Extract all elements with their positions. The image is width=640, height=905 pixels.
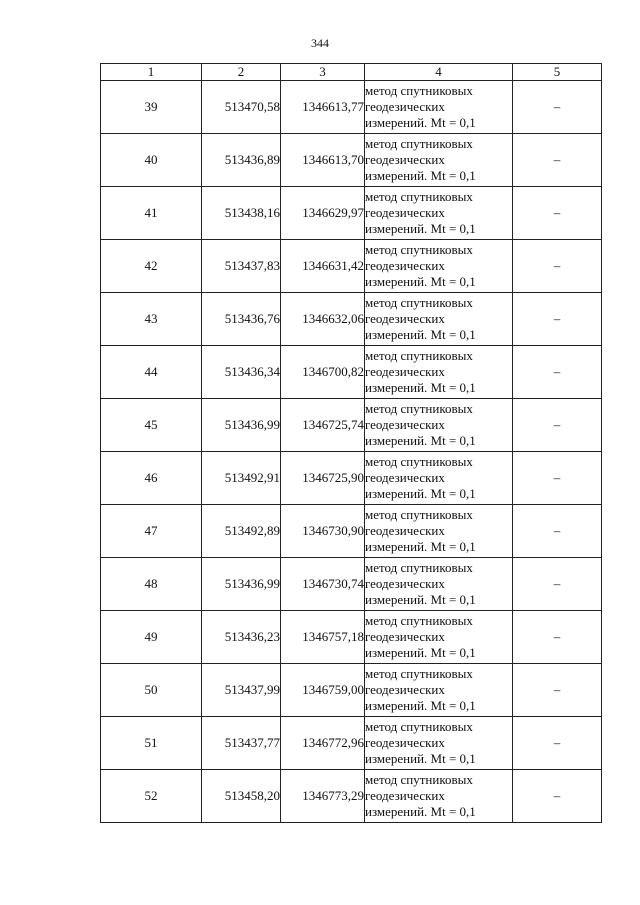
x-coordinate-cell: 513436,76 bbox=[202, 293, 281, 346]
column-header: 5 bbox=[513, 64, 602, 81]
method-cell bbox=[365, 293, 513, 346]
method-text-line: измерений. Mt = 0,1 bbox=[365, 645, 476, 660]
method-text-line: метод спутниковых bbox=[365, 454, 473, 469]
table-row bbox=[101, 81, 602, 134]
method-text-line: геодезических bbox=[365, 364, 445, 379]
table-row bbox=[101, 346, 602, 399]
note-cell: – bbox=[513, 134, 602, 187]
method-text-line: метод спутниковых bbox=[365, 136, 473, 151]
y-coordinate-cell: 1346613,77 bbox=[281, 81, 365, 134]
note-cell: – bbox=[513, 187, 602, 240]
table-row bbox=[101, 611, 602, 664]
table-row bbox=[101, 187, 602, 240]
column-header: 2 bbox=[202, 64, 281, 81]
method-text-line: измерений. Mt = 0,1 bbox=[365, 327, 476, 342]
y-coordinate-cell: 1346725,74 bbox=[281, 399, 365, 452]
y-coordinate-cell: 1346725,90 bbox=[281, 452, 365, 505]
method-text-line: метод спутниковых bbox=[365, 242, 473, 257]
method-cell bbox=[365, 134, 513, 187]
method-text-line: геодезических bbox=[365, 682, 445, 697]
method-text-line: геодезических bbox=[365, 523, 445, 538]
method-text-line: метод спутниковых bbox=[365, 560, 473, 575]
x-coordinate-cell: 513436,89 bbox=[202, 134, 281, 187]
y-coordinate-cell: 1346631,42 bbox=[281, 240, 365, 293]
method-text-line: измерений. Mt = 0,1 bbox=[365, 274, 476, 289]
method-text-line: геодезических bbox=[365, 258, 445, 273]
table-body bbox=[101, 81, 602, 823]
x-coordinate-cell: 513470,58 bbox=[202, 81, 281, 134]
method-text-line: измерений. Mt = 0,1 bbox=[365, 804, 476, 819]
y-coordinate-cell: 1346772,96 bbox=[281, 717, 365, 770]
method-text-line: метод спутниковых bbox=[365, 507, 473, 522]
method-text-line: измерений. Mt = 0,1 bbox=[365, 698, 476, 713]
column-header: 3 bbox=[281, 64, 365, 81]
y-coordinate-cell: 1346632,06 bbox=[281, 293, 365, 346]
note-cell: – bbox=[513, 346, 602, 399]
method-text-line: метод спутниковых bbox=[365, 772, 473, 787]
method-text-line: геодезических bbox=[365, 576, 445, 591]
table-row bbox=[101, 664, 602, 717]
method-text-line: геодезических bbox=[365, 629, 445, 644]
point-number-cell: 50 bbox=[101, 664, 202, 717]
table-header-row bbox=[101, 64, 602, 81]
method-text-line: метод спутниковых bbox=[365, 666, 473, 681]
note-cell: – bbox=[513, 81, 602, 134]
point-number-cell: 46 bbox=[101, 452, 202, 505]
point-number-cell: 52 bbox=[101, 770, 202, 823]
column-header: 1 bbox=[101, 64, 202, 81]
point-number-cell: 47 bbox=[101, 505, 202, 558]
method-cell bbox=[365, 346, 513, 399]
y-coordinate-cell: 1346730,90 bbox=[281, 505, 365, 558]
note-cell: – bbox=[513, 717, 602, 770]
x-coordinate-cell: 513436,34 bbox=[202, 346, 281, 399]
point-number-cell: 41 bbox=[101, 187, 202, 240]
x-coordinate-cell: 513436,23 bbox=[202, 611, 281, 664]
column-header: 4 bbox=[365, 64, 513, 81]
point-number-cell: 42 bbox=[101, 240, 202, 293]
method-text-line: метод спутниковых bbox=[365, 189, 473, 204]
method-text-line: измерений. Mt = 0,1 bbox=[365, 221, 476, 236]
y-coordinate-cell: 1346773,29 bbox=[281, 770, 365, 823]
note-cell: – bbox=[513, 452, 602, 505]
method-text-line: геодезических bbox=[365, 788, 445, 803]
note-cell: – bbox=[513, 611, 602, 664]
table-row bbox=[101, 240, 602, 293]
method-text-line: измерений. Mt = 0,1 bbox=[365, 539, 476, 554]
point-number-cell: 48 bbox=[101, 558, 202, 611]
method-text-line: геодезических bbox=[365, 417, 445, 432]
method-text-line: геодезических bbox=[365, 99, 445, 114]
method-cell bbox=[365, 770, 513, 823]
note-cell: – bbox=[513, 240, 602, 293]
x-coordinate-cell: 513438,16 bbox=[202, 187, 281, 240]
method-text-line: геодезических bbox=[365, 470, 445, 485]
y-coordinate-cell: 1346629,97 bbox=[281, 187, 365, 240]
point-number-cell: 51 bbox=[101, 717, 202, 770]
y-coordinate-cell: 1346700,82 bbox=[281, 346, 365, 399]
table-row bbox=[101, 452, 602, 505]
y-coordinate-cell: 1346613,70 bbox=[281, 134, 365, 187]
point-number-cell: 39 bbox=[101, 81, 202, 134]
x-coordinate-cell: 513436,99 bbox=[202, 558, 281, 611]
x-coordinate-cell: 513437,83 bbox=[202, 240, 281, 293]
method-text-line: измерений. Mt = 0,1 bbox=[365, 486, 476, 501]
x-coordinate-cell: 513436,99 bbox=[202, 399, 281, 452]
method-text-line: геодезических bbox=[365, 311, 445, 326]
method-cell bbox=[365, 240, 513, 293]
method-text-line: измерений. Mt = 0,1 bbox=[365, 168, 476, 183]
point-number-cell: 49 bbox=[101, 611, 202, 664]
point-number-cell: 44 bbox=[101, 346, 202, 399]
method-cell bbox=[365, 399, 513, 452]
table-row bbox=[101, 770, 602, 823]
method-text-line: метод спутниковых bbox=[365, 401, 473, 416]
method-cell bbox=[365, 81, 513, 134]
y-coordinate-cell: 1346757,18 bbox=[281, 611, 365, 664]
method-text-line: метод спутниковых bbox=[365, 613, 473, 628]
point-number-cell: 43 bbox=[101, 293, 202, 346]
method-cell bbox=[365, 505, 513, 558]
x-coordinate-cell: 513437,99 bbox=[202, 664, 281, 717]
point-number-cell: 40 bbox=[101, 134, 202, 187]
method-text-line: измерений. Mt = 0,1 bbox=[365, 380, 476, 395]
note-cell: – bbox=[513, 664, 602, 717]
table-row bbox=[101, 717, 602, 770]
method-cell bbox=[365, 558, 513, 611]
method-text-line: измерений. Mt = 0,1 bbox=[365, 751, 476, 766]
table-row bbox=[101, 134, 602, 187]
table-row bbox=[101, 558, 602, 611]
method-text-line: геодезических bbox=[365, 735, 445, 750]
note-cell: – bbox=[513, 770, 602, 823]
x-coordinate-cell: 513458,20 bbox=[202, 770, 281, 823]
method-cell bbox=[365, 187, 513, 240]
table-row bbox=[101, 293, 602, 346]
point-number-cell: 45 bbox=[101, 399, 202, 452]
method-text-line: геодезических bbox=[365, 152, 445, 167]
method-text-line: метод спутниковых bbox=[365, 295, 473, 310]
x-coordinate-cell: 513437,77 bbox=[202, 717, 281, 770]
note-cell: – bbox=[513, 505, 602, 558]
method-cell bbox=[365, 717, 513, 770]
x-coordinate-cell: 513492,91 bbox=[202, 452, 281, 505]
table-row bbox=[101, 505, 602, 558]
x-coordinate-cell: 513492,89 bbox=[202, 505, 281, 558]
method-text-line: измерений. Mt = 0,1 bbox=[365, 433, 476, 448]
method-text-line: метод спутниковых bbox=[365, 719, 473, 734]
method-cell bbox=[365, 611, 513, 664]
method-cell bbox=[365, 452, 513, 505]
method-text-line: измерений. Mt = 0,1 bbox=[365, 115, 476, 130]
method-text-line: метод спутниковых bbox=[365, 83, 473, 98]
note-cell: – bbox=[513, 399, 602, 452]
table-row bbox=[101, 399, 602, 452]
method-cell bbox=[365, 664, 513, 717]
y-coordinate-cell: 1346730,74 bbox=[281, 558, 365, 611]
note-cell: – bbox=[513, 558, 602, 611]
coordinates-table bbox=[100, 63, 602, 823]
y-coordinate-cell: 1346759,00 bbox=[281, 664, 365, 717]
method-text-line: измерений. Mt = 0,1 bbox=[365, 592, 476, 607]
method-text-line: геодезических bbox=[365, 205, 445, 220]
method-text-line: метод спутниковых bbox=[365, 348, 473, 363]
page-number: 344 bbox=[311, 36, 329, 50]
note-cell: – bbox=[513, 293, 602, 346]
